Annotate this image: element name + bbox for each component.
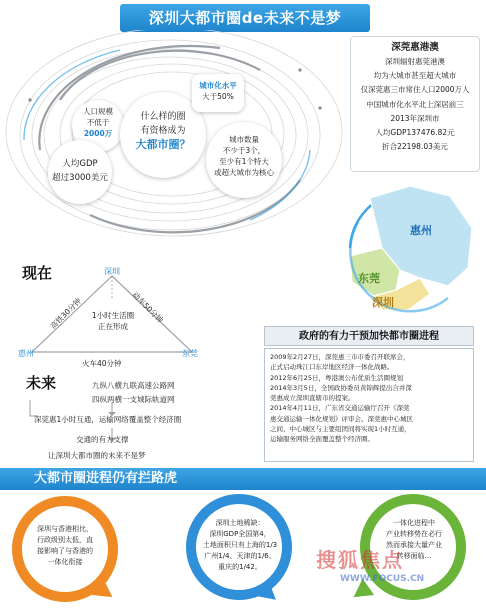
future-item: 四纵两横一支城际轨道网: [92, 395, 175, 404]
ring-industry-line: 一体化进程中: [393, 519, 435, 527]
ring-land-line: 土地面积只有上海的1/3: [202, 541, 278, 549]
one-hour-circle-label: [88, 310, 138, 332]
cities-line-4: 或超大城市为核心: [214, 168, 274, 177]
ring-land-text: [202, 518, 278, 573]
info-line: 均为大城市甚至超大城市: [373, 71, 457, 81]
policy-title: 政府的有力干预加快都市圈进程: [264, 326, 474, 346]
population-line-1: 人口规模: [83, 107, 113, 116]
future-item: 让深圳大都市圈的未来不是梦: [48, 451, 146, 460]
ring-industry-line: 产业转移势在必行: [386, 530, 442, 538]
policy-line: 正式启动珠江口东岸地区经济一体化战略。: [270, 363, 394, 372]
present-city-shenzhen: 深圳: [104, 267, 120, 276]
city-count-bubble: [206, 122, 282, 198]
center-line-1: 什么样的圈: [140, 112, 186, 122]
urbanization-bubble: [192, 74, 244, 112]
policy-timeline: [264, 348, 474, 462]
ring-land-line: 深圳土地稀缺：: [215, 519, 265, 527]
info-line: 中国城市化水平北上深居前三: [366, 99, 464, 109]
ring-land-line: 深圳GDP全国第4，: [209, 530, 271, 538]
ring-land-line: 广州1/4、天津的1/6、: [204, 552, 276, 560]
present-city-huizhou: 惠州: [18, 349, 34, 358]
info-line: 折合22198.03美元: [382, 142, 448, 152]
ring-hk-line: 深圳与香港相比，: [37, 525, 93, 533]
population-line-2: 不低于: [86, 118, 110, 127]
policy-line: 莞惠成立深圳直辖市的提案。: [270, 394, 355, 403]
ring-hk-line: 一体化衔接: [47, 558, 83, 566]
info-line: 人均GDP137476.82元: [375, 128, 455, 138]
center-line-3: 大都市圈？: [135, 138, 191, 151]
ring-hk-line: 接影响了与香港的: [37, 547, 93, 555]
ring-land-line: 重庆的1/42。: [218, 563, 262, 571]
policy-line: 惠交通运输一体化规划》评审会。深莞惠中心城区: [270, 414, 413, 423]
one-hour-line-2: 正在形成: [98, 322, 128, 331]
cities-line-2: 不少于3个，: [222, 146, 266, 155]
policy-line: 2014年3月5日，全国政协委员黄锦辉提出合并深: [270, 383, 412, 392]
one-hour-line-1: 1小时生活圈: [91, 311, 135, 320]
info-box: [350, 36, 480, 172]
ring-hk-text: [30, 524, 100, 568]
urban-line-1: 城市化水平: [199, 81, 237, 90]
gdp-line-1: 人均GDP: [62, 159, 98, 169]
ring-hk-line: 行政级别太低，直: [37, 536, 93, 544]
obstacle-title: 大都市圈进程仍有拦路虎: [34, 471, 178, 486]
map-label-huizhou: 惠州: [410, 224, 432, 237]
future-item: 交通的有力支撑: [76, 435, 129, 444]
present-left-edge: 高铁30分钟: [48, 296, 83, 331]
region-map: [330, 178, 480, 328]
map-label-dongguan: 东莞: [358, 272, 380, 285]
ring-industry-line: 转移面临...: [396, 552, 432, 560]
ring-industry-line: 然而承接大量产业: [386, 541, 442, 549]
info-line: 2013年深圳市: [390, 113, 440, 123]
watermark-logo: 搜狐焦点: [316, 548, 404, 572]
present-heading: 现在: [22, 264, 53, 282]
policy-line: 2012年6月25日，粤港澳公布优质生活圈规划: [270, 373, 403, 382]
info-box-title: 深莞惠港澳: [391, 42, 439, 53]
policy-line: 2009年2月27日，深莞惠三市市委召开联席会，: [270, 353, 410, 361]
policy-line: 运输服务网络全面覆盖整个经济圈。: [270, 435, 374, 444]
future-item: 九纵八横九联高速公路网: [92, 381, 175, 390]
gdp-value: 超过3000美元: [52, 173, 108, 183]
future-item: 深莞惠1小时互通，运输网络覆盖整个经济圈: [34, 415, 182, 424]
map-label-shenzhen: 深圳: [372, 296, 394, 309]
watermark-url: WWW.FOCUS.CN: [340, 574, 425, 584]
policy-line: 之间、中心城区与主要组团间将实现1小时互通，: [270, 425, 411, 434]
present-city-dongguan: 东莞: [182, 349, 198, 358]
cities-line-3: 至少有1个特大: [219, 157, 269, 166]
gdp-bubble: [48, 140, 112, 204]
future-heading: 未来: [26, 374, 57, 392]
info-line: 仅深莞惠三市常住人口2000万人: [360, 85, 470, 95]
info-line: 深圳辐射惠莞港澳: [385, 57, 445, 66]
policy-line: 2014年4月11日，广东省交通运输厅召开《深莞: [270, 404, 410, 413]
urban-line-2: 大于50%: [202, 92, 234, 101]
present-right-edge: 动车50分钟: [130, 290, 165, 325]
population-value: 2000万: [83, 129, 113, 138]
cities-line-1: 城市数量: [229, 135, 259, 144]
center-line-2: 有资格成为: [140, 126, 186, 136]
page-title: 深圳大都市圈de未来不是梦: [120, 4, 370, 32]
present-bottom-edge: 火车40分钟: [82, 359, 122, 368]
